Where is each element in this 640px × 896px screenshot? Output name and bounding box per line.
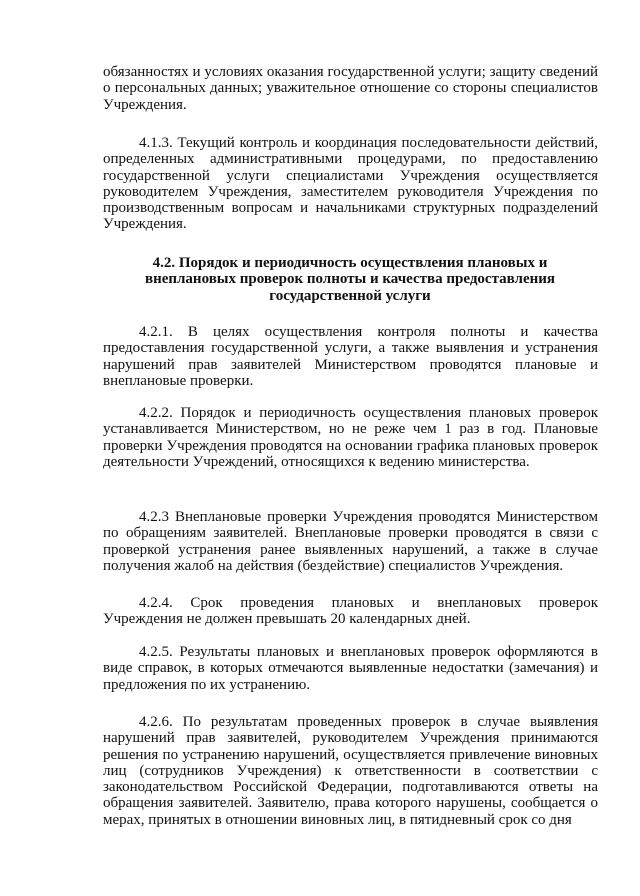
paragraph-intro: обязанностях и условиях оказания государственной услуги; защиту сведений о персональных данных; уважительное отношение со стороны специалистов Учреждения. <box>103 64 598 113</box>
section-heading-4-2: 4.2. Порядок и периодичность осуществления плановых и внеплановых проверок полноты и качества предоставления государственной услуги <box>144 255 556 304</box>
paragraph-4-2-6: 4.2.6. По результатам проведенных проверок в случае выявления нарушений прав заявителей, руководителем Учреждения принимаются решения по устранению нарушений, осуществляется привлечение виновных лиц (сотрудников Учреждения) к ответственности в соответствии с законодательством Российской Федерации, подготавливаются ответы на обращения заявителей. Заявителю, права которого нарушены, сообщается о мерах, принятых в отношении виновных лиц, в пятидневный срок со дня <box>103 714 598 828</box>
paragraph-4-2-2: 4.2.2. Порядок и периодичность осуществления плановых проверок устанавливается Министерством, но не реже чем 1 раз в год. Плановые проверки Учреждения проводятся на основании графика плановых проверок деятельности Учреждений, относящихся к ведению министерства. <box>103 405 598 470</box>
paragraph-4-2-4: 4.2.4. Срок проведения плановых и внеплановых проверок Учреждения не должен превышать 20 календарных дней. <box>103 595 598 628</box>
paragraph-4-2-5: 4.2.5. Результаты плановых и внеплановых проверок оформляются в виде справок, в которых отмечаются выявленные недостатки (замечания) и предложения по их устранению. <box>103 644 598 693</box>
paragraph-4-1-3: 4.1.3. Текущий контроль и координация последовательности действий, определенных административными процедурами, по предоставлению государственной услуги специалистами Учреждения осуществляется руководителем Учреждения, заместителем руководителя Учреждения по производственным вопросам и начальниками структурных подразделений Учреждения. <box>103 135 598 233</box>
paragraph-4-2-1: 4.2.1. В целях осуществления контроля полноты и качества предоставления государственной услуги, а также выявления и устранения нарушений прав заявителей Министерством проводятся плановые и внеплановые проверки. <box>103 324 598 389</box>
paragraph-4-2-3: 4.2.3 Внеплановые проверки Учреждения проводятся Министерством по обращениям заявителей. Внеплановые проверки проводятся в связи с проверкой устранения ранее выявленных нарушений, а также в случае получения жалоб на действия (бездействие) специалистов Учреждения. <box>103 509 598 574</box>
